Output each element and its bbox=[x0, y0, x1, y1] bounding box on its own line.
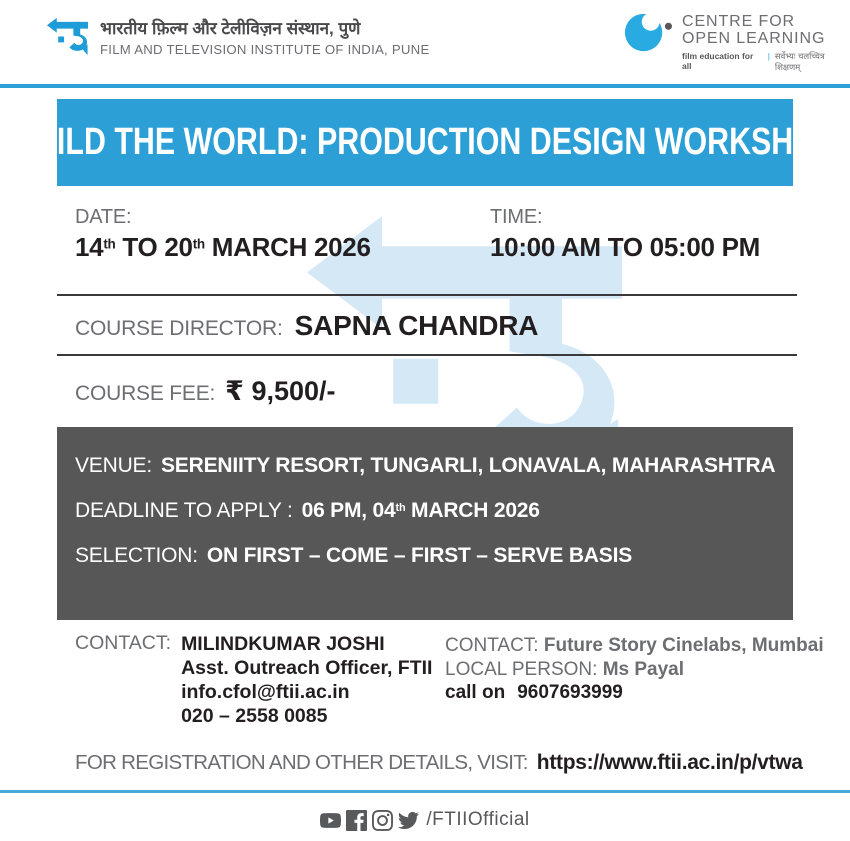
contact-right-org: Future Story Cinelabs, Mumbai bbox=[543, 635, 824, 656]
divider bbox=[57, 294, 797, 296]
registration-row bbox=[75, 751, 803, 775]
call-phone: 9607693999 bbox=[517, 682, 623, 703]
header-rule bbox=[0, 84, 850, 88]
contact-right-block bbox=[445, 634, 824, 705]
workshop-title-banner bbox=[12, 99, 838, 186]
time-block bbox=[490, 206, 760, 263]
course-fee-value: ₹ 9,500/- bbox=[225, 376, 336, 406]
col-title-line1: CENTRE FOR bbox=[682, 13, 795, 30]
contact-name: MILINDKUMAR JOSHI bbox=[181, 633, 385, 655]
date-block bbox=[75, 206, 371, 263]
course-director-value: SAPNA CHANDRA bbox=[294, 310, 539, 341]
twitter-icon bbox=[398, 810, 419, 831]
contact-right-org-row bbox=[445, 634, 824, 658]
institute-name-block bbox=[100, 19, 430, 57]
registration-label: FOR REGISTRATION AND OTHER DETAILS, VISIT: bbox=[75, 751, 528, 774]
workshop-title: BUILD THE WORLD: PRODUCTION DESIGN WORKSHOP bbox=[12, 121, 838, 163]
institute-name-hindi: भारतीय फ़िल्म और टेलीविज़न संस्थान, पुणे bbox=[100, 19, 361, 38]
col-tagline-separator: | bbox=[767, 51, 770, 61]
contact-right-label: CONTACT: bbox=[445, 635, 539, 656]
selection-label: SELECTION: bbox=[75, 544, 198, 567]
col-tagline-sanskrit: सर्वेभ्यः चलच्चित्र शिक्षणम् bbox=[774, 51, 825, 72]
time-value: 10:00 AM TO 05:00 PM bbox=[490, 232, 760, 262]
call-label: call on bbox=[445, 682, 506, 703]
deadline-label: DEADLINE TO APPLY : bbox=[75, 499, 293, 522]
time-label: TIME: bbox=[490, 206, 543, 228]
selection-row bbox=[75, 544, 775, 568]
col-text-block bbox=[682, 13, 850, 73]
col-logo bbox=[624, 9, 688, 56]
local-person-name: Ms Payal bbox=[602, 658, 685, 680]
footer-rule bbox=[0, 790, 850, 793]
deadline-row bbox=[75, 499, 775, 523]
course-fee-row bbox=[75, 376, 336, 407]
col-tagline-english: film education for all bbox=[682, 51, 754, 71]
contact-phone: 020 – 2558 0085 bbox=[181, 705, 328, 727]
col-title-line2: OPEN LEARNING bbox=[682, 30, 826, 47]
course-fee-label: COURSE FEE: bbox=[75, 382, 216, 405]
venue-box bbox=[57, 427, 793, 620]
venue-value: SERENIITY RESORT, TUNGARLI, LONAVALA, MAHARASHTRA bbox=[161, 454, 776, 477]
call-row bbox=[445, 681, 824, 705]
divider bbox=[57, 354, 797, 356]
date-value: 14th TO 20th MARCH 2026 bbox=[75, 232, 371, 262]
instagram-icon bbox=[372, 810, 393, 831]
local-person-row bbox=[445, 658, 824, 682]
course-director-row bbox=[75, 310, 538, 342]
facebook-icon bbox=[346, 810, 367, 831]
contact-email: info.cfol@ftii.ac.in bbox=[181, 681, 350, 703]
contact-designation: Asst. Outreach Officer, FTII bbox=[181, 657, 433, 679]
venue-row bbox=[75, 454, 775, 478]
deadline-value: 06 PM, 04th MARCH 2026 bbox=[301, 499, 540, 522]
contact-left-block bbox=[75, 632, 432, 728]
registration-url: https://www.ftii.ac.in/p/vtwa bbox=[536, 751, 803, 774]
selection-value: ON FIRST – COME – FIRST – SERVE BASIS bbox=[206, 544, 633, 567]
social-handle: /FTIIOfficial bbox=[426, 809, 530, 830]
date-label: DATE: bbox=[75, 206, 132, 228]
contact-left-label: CONTACT: bbox=[75, 632, 172, 654]
ftii-logo bbox=[45, 11, 90, 63]
youtube-icon bbox=[320, 810, 341, 831]
institute-name-english: FILM AND TELEVISION INSTITUTE OF INDIA, PUNE bbox=[100, 41, 430, 57]
course-director-label: COURSE DIRECTOR: bbox=[75, 317, 283, 340]
venue-label: VENUE: bbox=[75, 454, 152, 477]
social-bar bbox=[0, 799, 850, 841]
local-person-label: LOCAL PERSON: bbox=[445, 658, 598, 680]
